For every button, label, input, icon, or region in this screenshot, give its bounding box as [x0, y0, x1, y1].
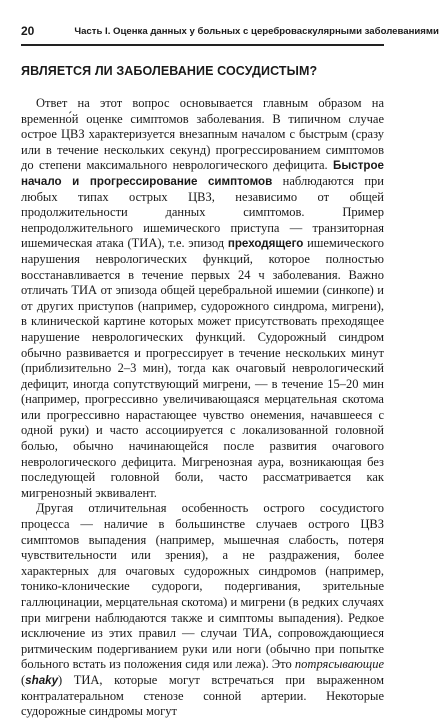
p1-bold-2: преходящего: [227, 237, 304, 251]
page-number: 20: [21, 24, 35, 38]
section-title: ЯВЛЯЕТСЯ ЛИ ЗАБОЛЕВАНИЕ СОСУДИСТЫМ?: [21, 64, 318, 78]
p2-text-2: (: [21, 672, 26, 687]
p1-text-2: наблюдаются при любых типах острых ЦВЗ, независимо от общей продолжительности данных симптомов. Пример непродолжительного ишемического приступа — транзиторная ишемическая атака (ТИА), т.е. эпизод: [21, 173, 384, 251]
p2-text-1: Другая отличительная особенность острого сосудистого процесса — наличие в большинстве случаев острого ЦВЗ симптомов выпадения (например, мышечная слабость, потеря чувствительности или зрения), а не раздражения, более характерных для очаговых судорожных синдромов (например, тонико-клонические судороги, подергивания, зрительные галлюцинации, мерцательная скотома) и мигрени (в редких случаях при мигрени наблюдаются также и симптомы выпадения). Редкое исключение из этих правил — случаи ТИА, сопровождающиеся ритмическим подергиванием руки или ноги (обычно при попытке больного встать из положения сидя или лежа). Это: [21, 501, 384, 672]
p1-text-3: ишемического нарушения неврологических функций, которое полностью восстанавливается в течение первых 24 ч заболевания. Важно отличать ТИА от эпизода общей церебральной ишемии (синкопе) и от других приступов (например, судорожного синдрома, мигрени), в клинической картине которых может присутствовать преходящее нарушение неврологических функций. Судорожный синдром обычно развивается и прогрессирует в течение нескольких минут (приблизительно 2–3 мин), тогда как очаговый неврологический дефицит, иногда сопутствующий мигрени, — в течение 15–20 мин (например, прогрессивно увеличивающаяся мерцательная скотома или прогрессивно нарастающее чувство онемения, начавшееся с одной руки) и часто ассоциируется с локализованной головной болью, обычно начинающейся после развития очагового неврологического дефицита. Мигренозная аура, возникающая без последующей головной боли, часто рассматривается как мигренозный эквивалент.: [21, 236, 384, 500]
p2-italic-2: shaky: [25, 673, 59, 687]
paragraph-1: [21, 96, 384, 501]
paragraph-2: [21, 501, 384, 719]
p2-text-3: ) ТИА, которые могут встречаться при выраженном контралатеральном стенозе сонной артерии. Некоторые судорожные синдромы могут: [21, 672, 384, 719]
p1-bold-1: Быстрое начало и прогрессирование симптомов: [21, 159, 384, 188]
p2-italic-1: потрясывающие: [294, 657, 384, 672]
body-text: [21, 96, 384, 720]
running-header: [21, 18, 439, 46]
running-title: Часть I. Оценка данных у больных с цереброваскулярными заболеваниями: [74, 25, 439, 37]
p1-text-1: Ответ на этот вопрос основывается главным образом на временно́й оценке симптомов заболевания. В типичном случае острое ЦВЗ характеризуется внезапным началом с быстрым (сразу или в течение нескольких секунд) прогрессированием симптомов до степени максимального неврологического дефицита.: [21, 96, 384, 173]
